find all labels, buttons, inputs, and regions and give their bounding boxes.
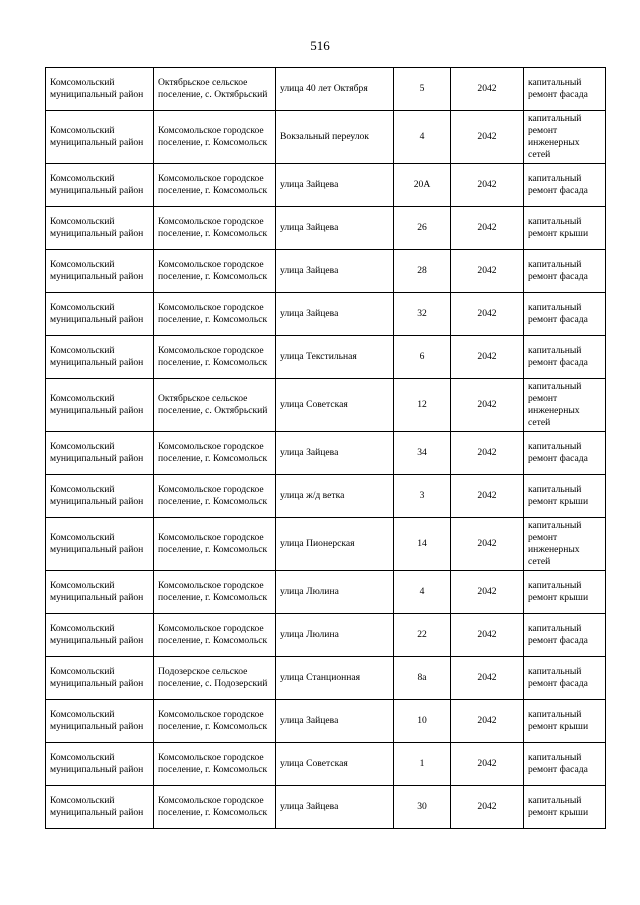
work-type-cell: капитальный ремонт фасада [524,336,606,379]
house-number-cell: 26 [394,207,451,250]
street-cell: улица Зайцева [276,293,394,336]
table-body [46,68,606,829]
table-row [46,743,606,786]
district-cell: Комсомольский муниципальный район [46,379,154,432]
district-cell: Комсомольский муниципальный район [46,111,154,164]
year-cell: 2042 [451,336,524,379]
settlement-cell: Подозерское сельское поселение, с. Подозерский [154,657,276,700]
work-type-cell: капитальный ремонт фасада [524,614,606,657]
table-row [46,68,606,111]
settlement-cell: Комсомольское городское поселение, г. Комсомольск [154,293,276,336]
year-cell: 2042 [451,111,524,164]
district-cell: Комсомольский муниципальный район [46,68,154,111]
settlement-cell: Комсомольское городское поселение, г. Комсомольск [154,111,276,164]
work-type-cell: капитальный ремонт крыши [524,700,606,743]
table-row [46,379,606,432]
house-number-cell: 14 [394,518,451,571]
repair-schedule-table [45,67,606,829]
table-row [46,293,606,336]
street-cell: улица ж/д ветка [276,475,394,518]
table-row [46,786,606,829]
year-cell: 2042 [451,164,524,207]
work-type-cell: капитальный ремонт фасада [524,743,606,786]
settlement-cell: Комсомольское городское поселение, г. Комсомольск [154,432,276,475]
work-type-cell: капитальный ремонт фасада [524,657,606,700]
district-cell: Комсомольский муниципальный район [46,475,154,518]
district-cell: Комсомольский муниципальный район [46,700,154,743]
street-cell: Вокзальный переулок [276,111,394,164]
table-row [46,250,606,293]
house-number-cell: 5 [394,68,451,111]
street-cell: улица Советская [276,379,394,432]
district-cell: Комсомольский муниципальный район [46,743,154,786]
table-row [46,164,606,207]
table-row [46,518,606,571]
district-cell: Комсомольский муниципальный район [46,293,154,336]
year-cell: 2042 [451,614,524,657]
work-type-cell: капитальный ремонт инженерных сетей [524,379,606,432]
district-cell: Комсомольский муниципальный район [46,571,154,614]
settlement-cell: Комсомольское городское поселение, г. Комсомольск [154,518,276,571]
settlement-cell: Комсомольское городское поселение, г. Комсомольск [154,207,276,250]
district-cell: Комсомольский муниципальный район [46,518,154,571]
settlement-cell: Комсомольское городское поселение, г. Комсомольск [154,700,276,743]
work-type-cell: капитальный ремонт фасада [524,250,606,293]
district-cell: Комсомольский муниципальный район [46,250,154,293]
house-number-cell: 22 [394,614,451,657]
district-cell: Комсомольский муниципальный район [46,164,154,207]
settlement-cell: Комсомольское городское поселение, г. Комсомольск [154,786,276,829]
street-cell: улица Зайцева [276,164,394,207]
street-cell: улица Зайцева [276,700,394,743]
house-number-cell: 10 [394,700,451,743]
house-number-cell: 4 [394,111,451,164]
house-number-cell: 8а [394,657,451,700]
year-cell: 2042 [451,743,524,786]
house-number-cell: 28 [394,250,451,293]
work-type-cell: капитальный ремонт крыши [524,571,606,614]
house-number-cell: 30 [394,786,451,829]
work-type-cell: капитальный ремонт фасада [524,432,606,475]
street-cell: улица Станционная [276,657,394,700]
work-type-cell: капитальный ремонт фасада [524,164,606,207]
district-cell: Комсомольский муниципальный район [46,786,154,829]
house-number-cell: 34 [394,432,451,475]
settlement-cell: Комсомольское городское поселение, г. Комсомольск [154,336,276,379]
house-number-cell: 20А [394,164,451,207]
year-cell: 2042 [451,571,524,614]
street-cell: улица Люлина [276,571,394,614]
year-cell: 2042 [451,786,524,829]
settlement-cell: Комсомольское городское поселение, г. Комсомольск [154,475,276,518]
year-cell: 2042 [451,518,524,571]
year-cell: 2042 [451,379,524,432]
district-cell: Комсомольский муниципальный район [46,614,154,657]
house-number-cell: 1 [394,743,451,786]
district-cell: Комсомольский муниципальный район [46,336,154,379]
street-cell: улица Зайцева [276,786,394,829]
year-cell: 2042 [451,475,524,518]
settlement-cell: Комсомольское городское поселение, г. Комсомольск [154,164,276,207]
settlement-cell: Комсомольское городское поселение, г. Комсомольск [154,614,276,657]
street-cell: улица Люлина [276,614,394,657]
work-type-cell: капитальный ремонт фасада [524,68,606,111]
table-row [46,475,606,518]
settlement-cell: Комсомольское городское поселение, г. Комсомольск [154,743,276,786]
table-row [46,614,606,657]
street-cell: улица Зайцева [276,250,394,293]
table-row [46,657,606,700]
street-cell: улица Зайцева [276,432,394,475]
year-cell: 2042 [451,250,524,293]
street-cell: улица Советская [276,743,394,786]
year-cell: 2042 [451,657,524,700]
street-cell: улица Пионерская [276,518,394,571]
house-number-cell: 6 [394,336,451,379]
table-row [46,111,606,164]
table-row [46,571,606,614]
house-number-cell: 32 [394,293,451,336]
work-type-cell: капитальный ремонт крыши [524,786,606,829]
district-cell: Комсомольский муниципальный район [46,207,154,250]
district-cell: Комсомольский муниципальный район [46,657,154,700]
table-row [46,700,606,743]
street-cell: улица Зайцева [276,207,394,250]
work-type-cell: капитальный ремонт инженерных сетей [524,518,606,571]
work-type-cell: капитальный ремонт крыши [524,475,606,518]
settlement-cell: Комсомольское городское поселение, г. Комсомольск [154,571,276,614]
house-number-cell: 12 [394,379,451,432]
work-type-cell: капитальный ремонт инженерных сетей [524,111,606,164]
street-cell: улица 40 лет Октября [276,68,394,111]
year-cell: 2042 [451,293,524,336]
year-cell: 2042 [451,432,524,475]
district-cell: Комсомольский муниципальный район [46,432,154,475]
settlement-cell: Октябрьское сельское поселение, с. Октябрьский [154,68,276,111]
house-number-cell: 4 [394,571,451,614]
year-cell: 2042 [451,207,524,250]
house-number-cell: 3 [394,475,451,518]
table-row [46,432,606,475]
page-number: 516 [310,38,330,53]
table-row [46,207,606,250]
year-cell: 2042 [451,68,524,111]
work-type-cell: капитальный ремонт крыши [524,207,606,250]
year-cell: 2042 [451,700,524,743]
settlement-cell: Октябрьское сельское поселение, с. Октябрьский [154,379,276,432]
table-row [46,336,606,379]
street-cell: улица Текстильная [276,336,394,379]
work-type-cell: капитальный ремонт фасада [524,293,606,336]
settlement-cell: Комсомольское городское поселение, г. Комсомольск [154,250,276,293]
